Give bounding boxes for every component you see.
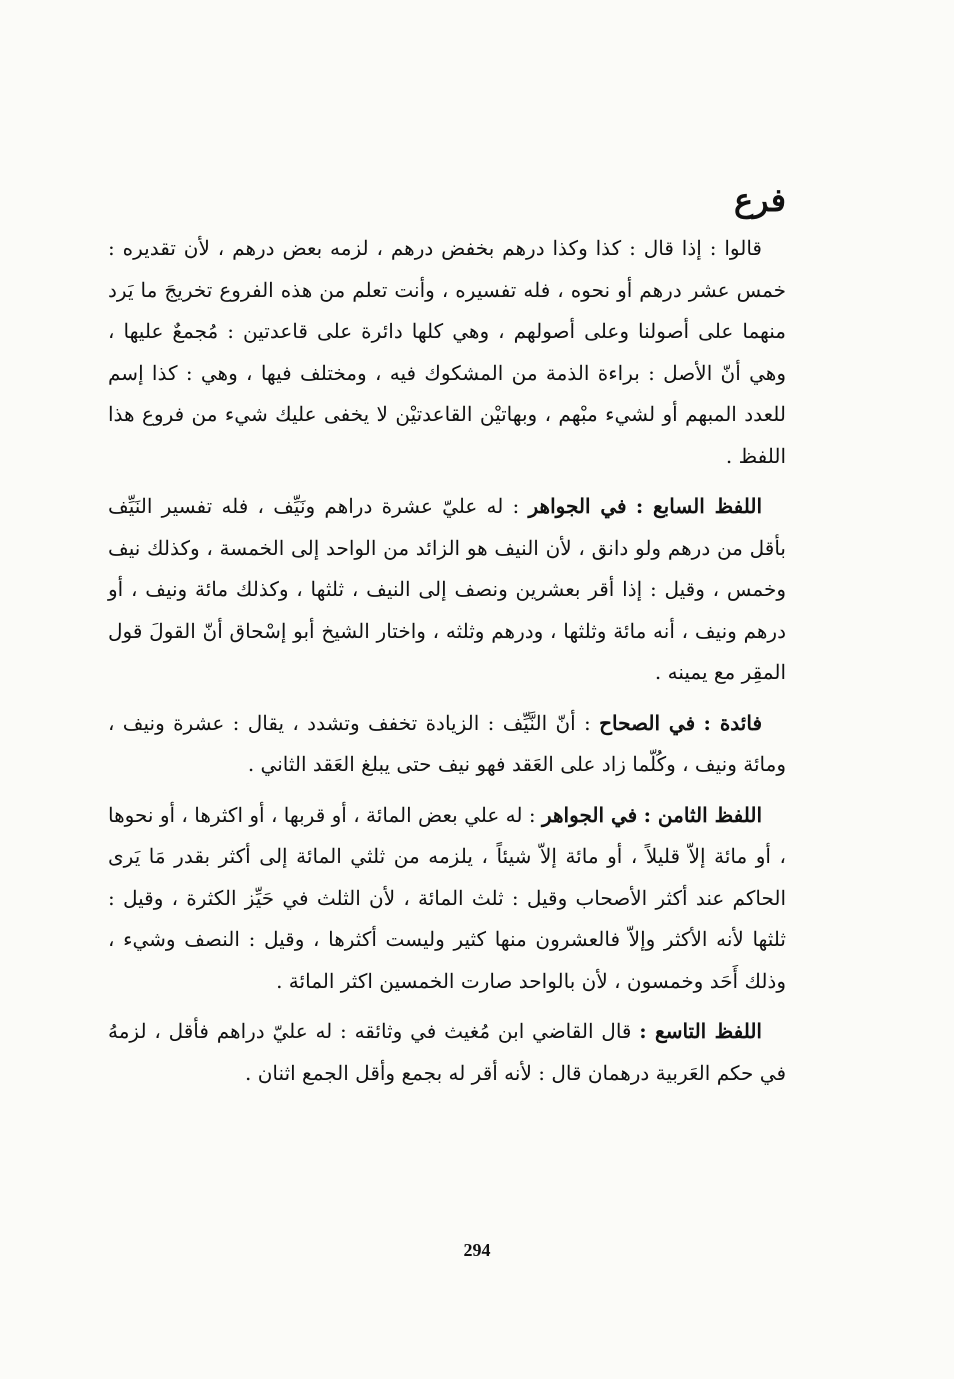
paragraph-seventh-text: : له عليّ عشرة دراهم ونَيِّف ، فله تفسير النَيِّف بأقل من درهم ولو دانق ، لأن النيف هو الزائد من الواحد إلى الخمسة ، وكذلك نيف وخمس ، وقيل : إذا أقر بعشرين ونصف إلى النيف ، ثلثها ، وكذلك مائة ونيف ، أو درهم ونيف ، أنه مائة وثلثها ، ودرهم وثلثه ، واختار الشيخ أبو إسْحاق أنّ القولَ قول المقِر مع يمينه . bbox=[108, 494, 786, 684]
paragraph-seventh-word bbox=[108, 486, 786, 694]
paragraph-intro bbox=[108, 228, 786, 477]
paragraph-ninth-word bbox=[108, 1011, 786, 1094]
paragraph-benefit bbox=[108, 703, 786, 786]
text-column bbox=[108, 172, 786, 1103]
paragraph-ninth-source: قال القاضي ابن مُغيث في وثائقه bbox=[354, 1019, 632, 1043]
page-number: 294 bbox=[463, 1240, 491, 1260]
paragraph-ninth-label: اللفظ التاسع : bbox=[639, 1019, 762, 1043]
paragraph-seventh-source: في الجواهر bbox=[528, 494, 627, 518]
section-heading: فرع bbox=[733, 181, 786, 219]
paragraph-intro-text: قالوا : إذا قال : كذا وكذا درهم بخفض درهم ، لزمه بعض درهم ، لأن تقديره : خمس عشر درهم أو نحوه ، فله تفسيره ، وأنت تعلم من هذه الفروع تخريجَ ما يَرد منهما على أصولنا وعلى أصولهم ، وهي كلها دائرة على قاعدتين : مُجمعٌ عليها ، وهي أنّ الأصل : براءة الذمة من المشكوك فيه ، ومختلف فيها ، وهي : كذا إسم للعدد المبهم أو لشيء مبْهم ، وبهاتيْن القاعدتيْن لا يخفى عليك شيء من فروع هذا اللفظ . bbox=[108, 236, 786, 468]
paragraph-eighth-source: في الجواهر bbox=[541, 802, 638, 827]
paragraph-ninth-text: : له عليّ دراهم فأقل ، لزمهُ في حكم العَربية درهمان قال : لأنه أقر له بجمع وأقل الجمع اثنان . bbox=[108, 1019, 786, 1085]
paragraph-seventh-label: اللفظ السابع : bbox=[635, 494, 763, 518]
paragraph-benefit-text: : أنّ النَّيِّف : الزيادة تخفف وتشدد ، يقال : عشرة ونيف ، ومائة ونيف ، وكُلّما زاد على العَقد فهو نيف حتى يبلغ العَقد الثاني . bbox=[108, 710, 786, 776]
paragraph-benefit-label: فائدة : bbox=[703, 710, 763, 735]
paragraph-eighth-text: : له علي بعض المائة ، أو قربها ، أو اكثرها ، أو نحوها ، أو مائة إلاّ قليلاً ، أو مائة إلاّ شيئاً ، يلزمه من ثلثي المائة إلى أكثر بقدر مَا يَرى الحاكم عند أكثر الأصحاب وقيل : ثلث المائة ، لأن الثلث في حَيِّز الكثرة ، وقيل : ثلثها لأنه الأكثر وإلاّ فالعشرون منها كثير وليست أكثرها ، وقيل : النصف وشيء ، وذلك أَحَد وخمسون ، لأن بالواحد صارت الخمسين اكثر المائة . bbox=[108, 802, 786, 993]
paragraph-eighth-word bbox=[108, 795, 786, 1003]
paragraph-eighth-label: اللفظ الثامن : bbox=[643, 802, 762, 827]
paragraph-benefit-source: في الصحاح bbox=[599, 710, 696, 735]
